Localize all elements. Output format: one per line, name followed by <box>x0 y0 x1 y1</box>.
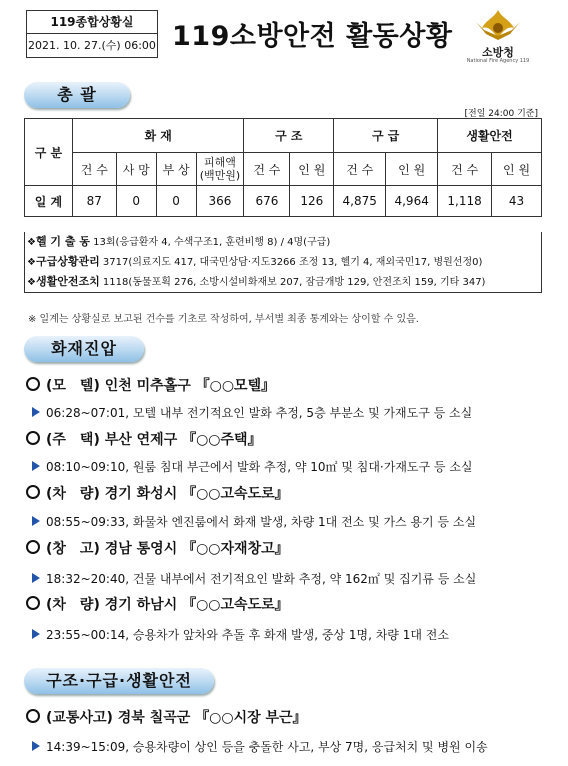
fire-item-detail: 08:10~09:10, 원룸 침대 부근에서 발화 추정, 약 10㎡ 및 침대·가재도구 등 소실 <box>32 458 473 475</box>
safety-label: 생활안전조치 <box>35 275 100 288</box>
agency-logo <box>464 8 532 66</box>
fire-count: 87 <box>72 186 116 217</box>
triangle-bullet-icon <box>32 741 40 751</box>
fire-item-heading: (모 텔) 인천 미추홀구 『○○모텔』 <box>26 375 275 395</box>
page-title: 119소방안전 활동상황 <box>172 21 453 52</box>
sub-fire-damage: 피해액 (백만원) <box>196 153 244 186</box>
triangle-bullet-icon <box>32 629 40 639</box>
rescue-item-detail: 14:39~15:09, 승용차량이 상인 등을 충돌한 사고, 부상 7명, 응급처치 및 병원 이송 <box>32 738 488 755</box>
group-ems: 구 급 <box>334 119 438 153</box>
circle-bullet-icon <box>26 431 40 445</box>
group-fire: 화 재 <box>72 119 244 153</box>
sub-rescue-people: 인 원 <box>290 153 334 186</box>
basis-note: [전일 24:00 기준] <box>464 109 538 119</box>
ems-mgmt-line: ❖구급상황관리 3717(의료지도 417, 대국민상담·지도3266 조정 13, 헬기 4, 재외국민17, 병원선정0) <box>27 255 483 268</box>
group-safety: 생활안전 <box>438 119 542 153</box>
summary-section-title: 총 괄 <box>24 82 130 108</box>
ems-mgmt-label: 구급상황관리 <box>35 255 100 268</box>
footnote: ※ 일계는 상황실로 보고된 건수를 기초로 작성하여, 부서별 최종 통계와는 상이할 수 있음. <box>28 314 419 325</box>
safety-people: 43 <box>492 186 542 217</box>
safety-count: 1,118 <box>438 186 492 217</box>
circle-bullet-icon <box>26 485 40 499</box>
sub-ems-people: 인 원 <box>386 153 438 186</box>
ems-mgmt-text: 3717(의료지도 417, 대국민상담·지도3266 조정 13, 헬기 4, 재외국민17, 병원선정0) <box>102 257 483 268</box>
rescue-count: 676 <box>244 186 290 217</box>
sub-fire-injury: 부 상 <box>156 153 196 186</box>
fire-item-detail: 06:28~07:01, 모텔 내부 전기적요인 발화 추정, 5층 부분소 및 가재도구 등 소실 <box>32 404 472 421</box>
fire-item-detail: 08:55~09:33, 화물차 엔진룸에서 화재 발생, 차량 1대 전소 및 가스 용기 등 소실 <box>32 513 476 530</box>
circle-bullet-icon <box>26 596 40 610</box>
report-info-box <box>26 10 158 58</box>
fire-item-detail: 23:55~00:14, 승용차가 앞차와 추돌 후 화재 발생, 중상 1명, 차량 1대 전소 <box>32 626 449 643</box>
fire-death: 0 <box>116 186 156 217</box>
ems-people: 4,964 <box>386 186 438 217</box>
office-name: 119종합상황실 <box>27 11 157 34</box>
heli-line: ❖헬 기 출 동 13회(응급환자 4, 수색구조1, 훈련비행 8) / 4명(구급) <box>27 235 331 248</box>
circle-bullet-icon <box>26 540 40 554</box>
sub-ems-count: 건 수 <box>334 153 386 186</box>
safety-line: ❖생활안전조치 1118(동물포획 276, 소방시설비화재보 207, 잠금개방 129, 안전조치 159, 기타 347) <box>27 275 486 288</box>
logo-text: 소방청 <box>482 46 514 59</box>
circle-bullet-icon <box>26 709 40 723</box>
sub-safety-people: 인 원 <box>492 153 542 186</box>
rescue-item-heading: (교통사고) 경북 칠곡군 『○○시장 부근』 <box>26 707 307 727</box>
fire-item-heading: (주 택) 부산 연제구 『○○주택』 <box>26 429 262 449</box>
circle-bullet-icon <box>26 377 40 391</box>
logo-subtext: National Fire Agency 119 <box>466 58 530 64</box>
sub-safety-count: 건 수 <box>438 153 492 186</box>
fire-item-heading: (차 량) 경기 하남시 『○○고속도로』 <box>26 594 289 614</box>
fire-item-detail: 18:32~20:40, 건물 내부에서 전기적요인 발화 추정, 약 162㎡ 및 집기류 등 소실 <box>32 570 476 587</box>
sub-fire-count: 건 수 <box>72 153 116 186</box>
group-rescue: 구 조 <box>244 119 334 153</box>
triangle-bullet-icon <box>32 516 40 526</box>
heli-label: 헬 기 출 동 <box>35 235 90 248</box>
rescue-people: 126 <box>290 186 334 217</box>
rescue-section-title: 구조·구급·생활안전 <box>24 668 214 694</box>
sub-fire-death: 사 망 <box>116 153 156 186</box>
fire-agency-emblem-icon <box>464 8 532 46</box>
report-date: 2021. 10. 27.(수) 06:00 <box>28 39 156 52</box>
fire-injury: 0 <box>156 186 196 217</box>
fire-item-heading: (창 고) 경남 통영시 『○○자재창고』 <box>26 538 289 558</box>
triangle-bullet-icon <box>32 461 40 471</box>
triangle-bullet-icon <box>32 407 40 417</box>
summary-detail-lines <box>24 232 542 293</box>
summary-table <box>24 118 542 217</box>
fire-item-heading: (차 량) 경기 화성시 『○○고속도로』 <box>26 483 289 503</box>
safety-text: 1118(동물포획 276, 소방시설비화재보 207, 잠금개방 129, 안전조치 159, 기타 347) <box>102 277 486 288</box>
fire-damage: 366 <box>196 186 244 217</box>
ems-count: 4,875 <box>334 186 386 217</box>
triangle-bullet-icon <box>32 573 40 583</box>
sub-rescue-count: 건 수 <box>244 153 290 186</box>
fire-section-title: 화재진압 <box>24 336 144 362</box>
row-label: 일 계 <box>25 186 73 217</box>
heli-text: 13회(응급환자 4, 수색구조1, 훈련비행 8) / 4명(구급) <box>93 237 331 248</box>
col-category: 구 분 <box>25 119 73 186</box>
